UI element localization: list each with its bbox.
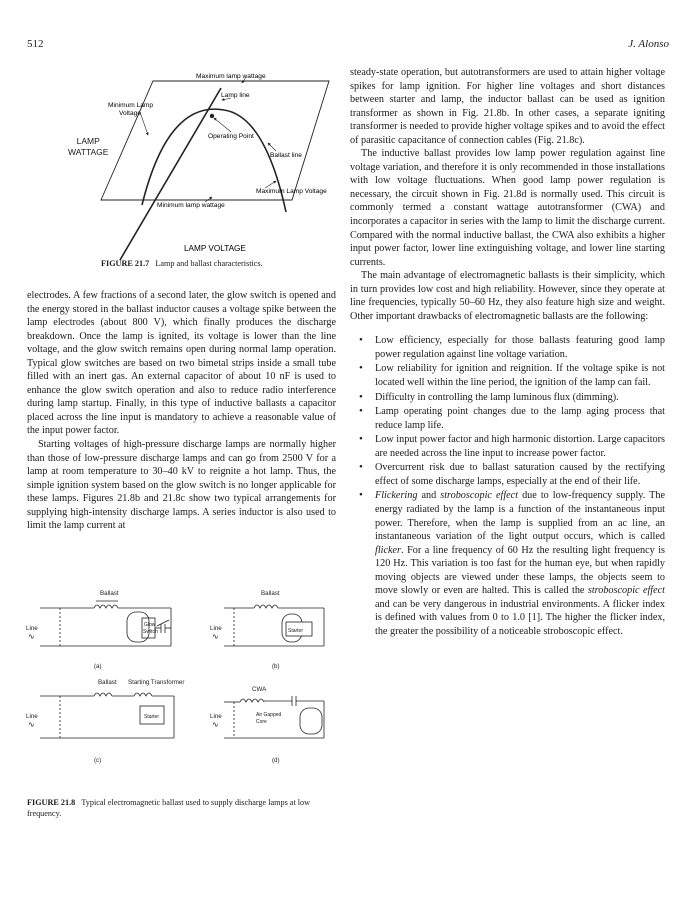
list-item: • Low efficiency, especially for those ballasts featuring good lamp power regulation against line voltage variation. bbox=[350, 334, 665, 361]
drawbacks-list bbox=[350, 334, 665, 638]
x-axis-label: LAMP VOLTAGE bbox=[184, 244, 246, 253]
left-column bbox=[27, 289, 336, 533]
paragraph: The inductive ballast provides low lamp power regulation against line voltage variation, and therefore it is only recommended in those installations with low voltage fluctuations. When good lamp power regulation is necessary, the circuit shown in Fig. 21.8d is normally used. This circuit is commonly termed a constant wattage autotransformer (CWA) and incorporates a capacitor in series with the lamp to limit the discharge current. Compared with the normal inductive ballast, the CWA also exhibits a higher input power factor, lower line extinguishing voltage, and lower line starting currents. bbox=[350, 148, 665, 268]
min-voltage-label-1: Minimum Lamp bbox=[108, 102, 154, 109]
list-item: • Lamp operating point changes due to the lamp aging process that reduce lamp life. bbox=[350, 405, 665, 432]
paragraph: Starting voltages of high-pressure discharge lamps are normally higher than those of low-pressure discharge lamps and can go from 2500 V for a lamp at room temperature to 30–40 kV to reignite a hot lamp. Thus, the simple ignition system based on the glow switch is no longer applicable for these lamps. Figures 21.8b and 21.8c show two typical arrangements for supplying high-intensity discharge lamps. A series inductor is also used to limit the lamp current at bbox=[27, 439, 336, 532]
list-item: • Flickering and stroboscopic effect due to low-frequency supply. The energy radiated by the lamp is a function of the instantaneous input power. Therefore, when the lamp is supplied from an ac line, an instantaneous variation of the light output occurs, which is called flicker. For a line frequency of 60 Hz the resulting light frequency is 120 Hz. This variation is too fast for the human eye, but when rapidly moving objects are viewed under these lamps, the objects seem to move slowly or even are halted. This is called the stroboscopic effect and can be very dangerous in industrial environments. A flicker index is defined with values from 0 to 1.0 [1]. The higher the flicker index, the greater the possibility of a noticeable stroboscopic effect. bbox=[350, 489, 665, 638]
svg-text:(c): (c) bbox=[94, 757, 102, 764]
circuit-d bbox=[210, 686, 324, 764]
ballast-line-label: Ballast line bbox=[270, 152, 302, 159]
svg-text:Ballast: Ballast bbox=[98, 679, 117, 686]
figure-21-7-caption: FIGURE 21.7 Lamp and ballast characteristics. bbox=[101, 259, 263, 268]
svg-text:(b): (b) bbox=[272, 663, 280, 670]
svg-text:Core: Core bbox=[256, 719, 267, 725]
svg-text:Line: Line bbox=[26, 625, 38, 632]
circuit-c bbox=[26, 679, 184, 764]
list-item: • Low input power factor and high harmonic distortion. Large capacitors are needed across the line input to increase power factor. bbox=[350, 433, 665, 460]
svg-text:(d): (d) bbox=[272, 757, 280, 764]
figure-21-8 bbox=[24, 586, 344, 786]
svg-text:Starter: Starter bbox=[144, 714, 160, 720]
figure-21-8-caption: FIGURE 21.8 Typical electromagnetic ballast used to supply discharge lamps at low frequency. bbox=[27, 798, 311, 818]
svg-text:(a): (a) bbox=[94, 663, 102, 670]
list-item: • Difficulty in controlling the lamp luminous flux (dimming). bbox=[350, 391, 665, 405]
max-wattage-label: Maximum lamp wattage bbox=[196, 73, 266, 80]
svg-text:Ballast: Ballast bbox=[100, 590, 119, 597]
page-number: 512 bbox=[27, 38, 44, 50]
right-column bbox=[350, 66, 665, 639]
running-head-author: J. Alonso bbox=[628, 38, 669, 50]
svg-text:∿: ∿ bbox=[212, 632, 219, 641]
circuit-a bbox=[26, 590, 171, 670]
svg-text:Glow: Glow bbox=[144, 622, 156, 628]
list-item: • Low reliability for ignition and reignition. If the voltage spike is not located well within the line period, the ignition of the lamp can fail. bbox=[350, 362, 665, 389]
svg-text:Line: Line bbox=[210, 713, 222, 720]
operating-point-marker bbox=[210, 114, 214, 118]
svg-text:∿: ∿ bbox=[212, 720, 219, 729]
svg-text:Line: Line bbox=[210, 625, 222, 632]
fig21-7-y-label: LAMP WATTAGE bbox=[68, 136, 109, 157]
ballast-line bbox=[142, 109, 286, 212]
svg-text:CWA: CWA bbox=[252, 686, 267, 693]
paragraph: steady-state operation, but autotransformers are used to attain higher voltage spikes for lamp ignition. For higher line voltages and short distances between starter and lamp, the inductor ballast can be used as ignition transformer as shown in Fig. 21.8b. In other cases, a separate igniting transformer is needed to provide higher voltage spikes and to avoid the effect of parasitic capacitance of connection cables (Fig. 21.8c). bbox=[350, 67, 665, 146]
svg-text:Ballast: Ballast bbox=[261, 590, 280, 597]
svg-text:Starting Transformer: Starting Transformer bbox=[128, 679, 185, 686]
svg-text:Starter: Starter bbox=[288, 628, 304, 634]
svg-text:Line: Line bbox=[26, 713, 38, 720]
min-voltage-label-2: Voltage bbox=[119, 110, 141, 117]
lamp-line-label: Lamp line bbox=[221, 92, 250, 99]
svg-text:∿: ∿ bbox=[28, 720, 35, 729]
circuit-b bbox=[210, 590, 324, 670]
svg-text:Air Gapped: Air Gapped bbox=[256, 712, 282, 718]
min-wattage-label: Minimum lamp wattage bbox=[157, 202, 225, 209]
paragraph: electrodes. A few fractions of a second later, the glow switch is opened and the energy stored in the ballast inductor causes a voltage spike between the lamp electrodes (about 800 V), which finally produces the discharge breakdown. Once the lamp is ignited, its voltage is lower than the line voltage, and the glow switch remains open during normal lamp operation. Typical glow switches are based on two bimetal strips inside a small tube filled with an inert gas. An external capacitor of about 10 nF is used to enhance the glow switch operation and also to reduce radio interference during lamp startup. Finally, in this type of inductive ballasts a capacitor placed across the line input is mandatory to achieve a reasonable value of the input power factor. bbox=[27, 290, 336, 437]
operating-point-label: Operating Point bbox=[208, 133, 254, 140]
svg-text:Switch: Switch bbox=[143, 629, 158, 635]
max-voltage-label: Maximum Lamp Voltage bbox=[256, 188, 327, 195]
paragraph: The main advantage of electromagnetic ballasts is their simplicity, which in turn provides low cost and high reliability. However, since they operate at line frequencies, typically 50–60 Hz, they also feature high size and weight. Other important drawbacks of electromagnetic ballasts are the following: bbox=[350, 270, 665, 322]
list-item: • Overcurrent risk due to ballast saturation caused by the rectifying effect of some discharge lamps, especially at the end of their life. bbox=[350, 461, 665, 488]
svg-text:∿: ∿ bbox=[28, 632, 35, 641]
